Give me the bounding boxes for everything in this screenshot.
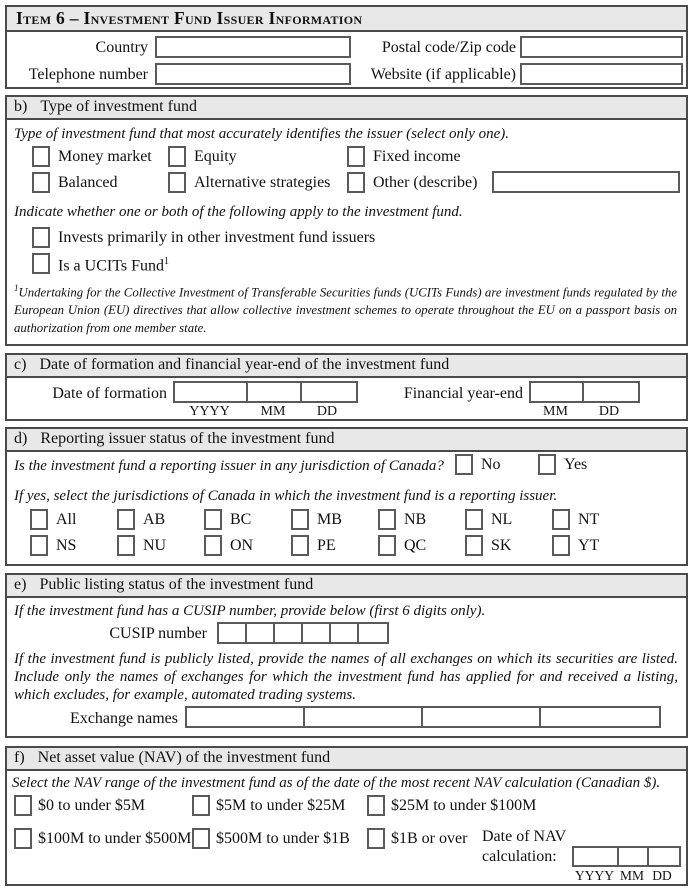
nav-date-cells: [572, 846, 681, 867]
nav-1b-over-checkbox[interactable]: [367, 828, 385, 849]
section-d-header: d) Reporting issuer status of the investment fund: [7, 429, 686, 452]
nav-date-label-line2: calculation:: [482, 848, 557, 865]
invests-primarily-item: Invests primarily in other investment fund issuers: [32, 227, 375, 248]
jurisdiction-mb: MB: [291, 509, 342, 530]
ucits-footnote: $^1$Undertaking for the Collective Investment of Transferable Securities funds (UCITs Funds) are investment funds regulated by the European Union (EU) directives that allow collective investment schemes to operate throughout the EU on a passport basis on authorization from one member state.: [14, 283, 677, 336]
nb-checkbox[interactable]: [378, 509, 396, 530]
section-e-prefix: e): [14, 576, 27, 593]
qc-checkbox[interactable]: [378, 535, 396, 556]
exchange-name-cells: [185, 706, 661, 728]
mb-checkbox[interactable]: [291, 509, 309, 530]
section-b-type-of-fund: [5, 95, 688, 346]
ab-checkbox[interactable]: [117, 509, 135, 530]
jurisdiction-on: ON: [204, 535, 253, 556]
date-of-formation-label: Date of formation: [52, 385, 167, 402]
fund-type-money-market: Money market: [32, 146, 152, 167]
formation-month-cell[interactable]: [248, 383, 302, 401]
jurisdiction-qc: QC: [378, 535, 426, 556]
exchange-instruction: If the investment fund is publicly listed, provide the names of all exchanges on which its securities are listed. Include only the names of exchanges for which the investment fund has applied for and received a listing, which excludes, for example, automated trading systems.: [14, 651, 678, 703]
all-checkbox[interactable]: [30, 509, 48, 530]
formation-date-cells: [173, 381, 358, 403]
yes-checkbox[interactable]: [538, 454, 556, 475]
nav-month-cell[interactable]: [619, 848, 649, 865]
nu-checkbox[interactable]: [117, 535, 135, 556]
jurisdiction-nl: NL: [465, 509, 512, 530]
exchange-cell-3[interactable]: [423, 708, 541, 726]
jurisdiction-nu: NU: [117, 535, 166, 556]
ucits-footnote-marker: 1: [164, 256, 169, 267]
postal-code-input[interactable]: [520, 36, 683, 58]
cusip-cell-3[interactable]: [275, 624, 303, 642]
on-checkbox[interactable]: [204, 535, 222, 556]
ns-checkbox[interactable]: [30, 535, 48, 556]
reporting-yes-item: Yes: [538, 454, 587, 475]
year-end-day-cell[interactable]: [584, 383, 638, 401]
formation-year-cell[interactable]: [175, 383, 248, 401]
cusip-instruction: If the investment fund has a CUSIP number, provide below (first 6 digits only).: [14, 603, 486, 619]
nav-0-5m-checkbox[interactable]: [14, 795, 32, 816]
cusip-cells: [217, 622, 389, 644]
pe-checkbox[interactable]: [291, 535, 309, 556]
apply-instruction: Indicate whether one or both of the following apply to the investment fund.: [14, 204, 463, 220]
fund-type-equity: Equity: [168, 146, 237, 167]
postal-code-label: Postal code/Zip code: [381, 39, 516, 56]
section-f-nav: [5, 746, 688, 886]
yt-checkbox[interactable]: [552, 535, 570, 556]
balanced-checkbox[interactable]: [32, 172, 50, 193]
money-market-checkbox[interactable]: [32, 146, 50, 167]
nl-checkbox[interactable]: [465, 509, 483, 530]
fixed-income-checkbox[interactable]: [347, 146, 365, 167]
exchange-cell-1[interactable]: [187, 708, 305, 726]
section-e-public-listing: [5, 573, 688, 738]
nav-year-cell[interactable]: [574, 848, 619, 865]
fund-type-balanced: Balanced: [32, 172, 118, 193]
section-f-header: f) Net asset value (NAV) of the investment fund: [7, 748, 686, 771]
cusip-cell-5[interactable]: [331, 624, 359, 642]
section-b-prefix: b): [14, 98, 28, 115]
year-end-cells: [529, 381, 640, 403]
cusip-cell-4[interactable]: [303, 624, 331, 642]
nav-5-25m-checkbox[interactable]: [192, 795, 210, 816]
nav-range-5-25m: $5M to under $25M: [192, 795, 345, 816]
alternative-strategies-checkbox[interactable]: [168, 172, 186, 193]
section-c-prefix: c): [14, 356, 27, 373]
reporting-no-item: No: [455, 454, 501, 475]
item6-title: Item 6 – Investment Fund Issuer Information: [7, 7, 686, 32]
jurisdiction-ns: NS: [30, 535, 76, 556]
equity-checkbox[interactable]: [168, 146, 186, 167]
section-c-dates: [5, 353, 688, 421]
website-label: Website (if applicable): [370, 66, 516, 83]
nav-range-1b-over: $1B or over: [367, 828, 467, 849]
nav-day-cell[interactable]: [649, 848, 679, 865]
jurisdiction-nt: NT: [552, 509, 599, 530]
cusip-cell-2[interactable]: [247, 624, 275, 642]
no-checkbox[interactable]: [455, 454, 473, 475]
section-d-prefix: d): [14, 430, 28, 447]
exchange-names-label: Exchange names: [70, 710, 178, 727]
nt-checkbox[interactable]: [552, 509, 570, 530]
exchange-cell-2[interactable]: [305, 708, 423, 726]
jurisdiction-bc: BC: [204, 509, 251, 530]
cusip-cell-6[interactable]: [359, 624, 387, 642]
jurisdiction-yt: YT: [552, 535, 599, 556]
jurisdiction-pe: PE: [291, 535, 336, 556]
other-checkbox[interactable]: [347, 172, 365, 193]
ucits-fund-item: Is a UCITs Fund$^1$: [32, 252, 169, 275]
financial-year-end-label: Financial year-end: [403, 385, 523, 402]
nav-range-500m-1b: $500M to under $1B: [192, 828, 350, 849]
section-item6: [5, 5, 688, 89]
ucits-fund-checkbox[interactable]: [32, 253, 50, 274]
section-e-header: e) Public listing status of the investment fund: [7, 575, 686, 598]
telephone-input[interactable]: [155, 63, 351, 85]
year-end-sublabels: MM DD: [543, 404, 620, 419]
nav-range-25-100m: $25M to under $100M: [367, 795, 536, 816]
nav-range-instruction: Select the NAV range of the investment fund as of the date of the most recent NAV calculation (Canadian $).: [12, 775, 661, 791]
year-end-month-cell[interactable]: [531, 383, 584, 401]
website-input[interactable]: [520, 63, 683, 85]
fund-type-fixed-income: Fixed income: [347, 146, 461, 167]
nav-range-0-5m: $0 to under $5M: [14, 795, 145, 816]
country-input[interactable]: [155, 36, 351, 58]
nav-date-label-line1: Date of NAV: [482, 828, 567, 845]
jurisdiction-ab: AB: [117, 509, 165, 530]
jurisdiction-sk: SK: [465, 535, 511, 556]
formation-date-sublabels: YYYY MM DD: [189, 404, 338, 419]
telephone-label: Telephone number: [28, 66, 148, 83]
cusip-label: CUSIP number: [109, 625, 207, 642]
cusip-cell-1[interactable]: [219, 624, 247, 642]
reporting-issuer-question: Is the investment fund a reporting issuer in any jurisdiction of Canada?: [14, 458, 444, 474]
nav-500m-1b-checkbox[interactable]: [192, 828, 210, 849]
bc-checkbox[interactable]: [204, 509, 222, 530]
jurisdiction-nb: NB: [378, 509, 426, 530]
section-b-header: b) Type of investment fund: [7, 97, 686, 120]
fund-type-instruction: Type of investment fund that most accurately identifies the issuer (select only one).: [14, 126, 510, 142]
jurisdiction-all: All: [30, 509, 76, 530]
section-f-prefix: f): [14, 749, 25, 766]
fund-type-other: Other (describe): [347, 172, 477, 193]
other-describe-input[interactable]: [492, 171, 680, 193]
exchange-cell-4[interactable]: [541, 708, 659, 726]
sk-checkbox[interactable]: [465, 535, 483, 556]
nav-25-100m-checkbox[interactable]: [367, 795, 385, 816]
nav-100-500m-checkbox[interactable]: [14, 828, 32, 849]
jurisdiction-instruction: If yes, select the jurisdictions of Canada in which the investment fund is a reporting issuer.: [14, 488, 558, 504]
section-d-reporting-status: [5, 427, 688, 566]
section-c-header: c) Date of formation and financial year-end of the investment fund: [7, 355, 686, 378]
nav-date-sublabels: YYYY MM DD: [575, 868, 672, 883]
invests-primarily-checkbox[interactable]: [32, 227, 50, 248]
nav-range-100-500m: $100M to under $500M: [14, 828, 191, 849]
country-label: Country: [95, 39, 148, 56]
fund-type-alternative: Alternative strategies: [168, 172, 330, 193]
